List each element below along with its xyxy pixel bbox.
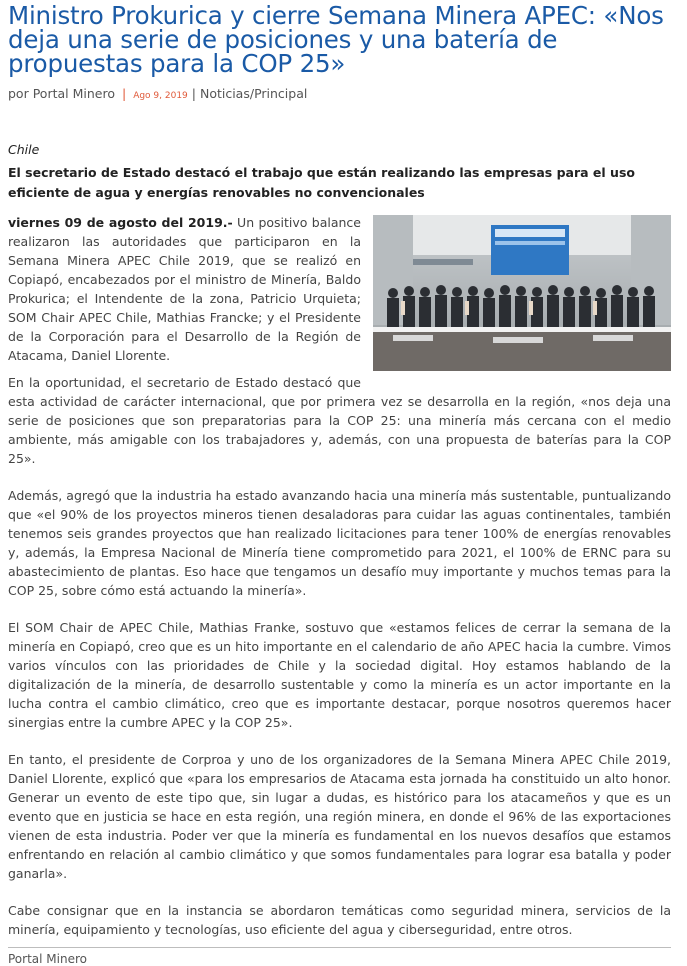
article-meta [8,86,671,104]
paragraph-5: En tanto, el presidente de Corproa y uno de los organizadores de la Semana Minera APEC Chile 2019, Daniel Llorente, explicó que «para los empresarios de Atacama esta jornada ha constituido un alto honor. Generar un evento de este tipo que, sin lugar a dudas, es histórico para los atacameños y que es un evento que en justicia se hace en esta región, una región minera, en donde el 96% de las exportaciones vienen de esta industria. Poder ver que la minería es fundamental en los nuevos desafíos que estamos enfrentando en relación al cambio climático y que somos fundamentales para lograr esa batalla y poder ganarla». [8,752,671,881]
article-lead: El secretario de Estado destacó el trabajo que están realizando las empresas para el uso eficiente de agua y energías renovables no convencionales [8,165,635,200]
paragraph-6: Cabe consignar que en la instancia se abordaron temáticas como seguridad minera, servicios de la minería, equipamiento y tecnologías, uso eficiente del agua y ciberseguridad, entre otros. [8,903,671,937]
article-title: Ministro Prokurica y cierre Semana Minera APEC: «Nos deja una serie de posiciones y una batería de propuestas para la COP 25» [8,1,664,78]
article-photo [373,215,671,371]
article-body [8,213,671,939]
group-photo-image [373,215,671,371]
paragraph-4: El SOM Chair de APEC Chile, Mathias Franke, sostuvo que «estamos felices de cerrar la semana de la minería en Copiapó, creo que es un hito importante en el calendario de año APEC hacia la cumbre. Vimos varios vínculos con las prioridades de Chile y la sociedad digital. Hoy estamos hablando de la digitalización de la minería, de desarrollo sustentable y como la minería es un actor importante en la lucha contra el cambio climático, creo que es importante destacar, porque nosotros queremos hacer sinergias entre la cumbre APEC y la COP 25». [8,620,671,730]
article-date: Ago 9, 2019 [133,91,188,101]
section-label: Chile [8,142,40,157]
footer-divider [8,947,671,948]
footer-source: Portal Minero [8,952,87,966]
paragraph-3: Además, agregó que la industria ha estado avanzando hacia una minería más sustentable, puntualizando que «el 90% de los proyectos mineros tienen desaladoras para cuidar las aguas continentales, también tenemos seis grandes proyectos que han realizado licitaciones para tener 100% de energías renovables y, además, la Empresa Nacional de Minería tiene comprometido para 2021, el 100% de ERNC para su abastecimiento de plantas. Eso hace que tengamos un desafío muy importante y muchos temas para la COP 25, sobre cómo está actuando la minería». [8,488,671,598]
article [8,0,671,966]
article-dateline: viernes 09 de agosto del 2019.- [8,215,233,230]
author-link[interactable]: Portal Minero [32,86,115,101]
byline-prefix: por [8,86,29,101]
paragraph-2: En la oportunidad, el secretario de Estado destacó que esta actividad de carácter internacional, que por primera vez se desarrolla en la región, «nos deja una serie de posiciones que son preparatorias para la COP 25: una minería más cercana con el medio ambiente, más amigable con los trabajadores y, además, con una propuesta de baterías para la COP 25». [8,375,671,466]
paragraph-1-text: Un positivo balance realizaron las autoridades que participaron en la Semana Minera APEC Chile 2019, que se realizó en Copiapó, encabezados por el ministro de Minería, Baldo Prokurica; el Intendente de la zona, Patricio Urquieta; SOM Chair APEC Chile, Mathias Francke; y el Presidente de la Corporación para el Desarrollo de la Región de Atacama, Daniel Llorente. [8,215,361,363]
meta-separator: | [121,86,127,101]
category-link[interactable]: Noticias/Principal [199,86,308,101]
meta-separator: | [191,86,196,101]
